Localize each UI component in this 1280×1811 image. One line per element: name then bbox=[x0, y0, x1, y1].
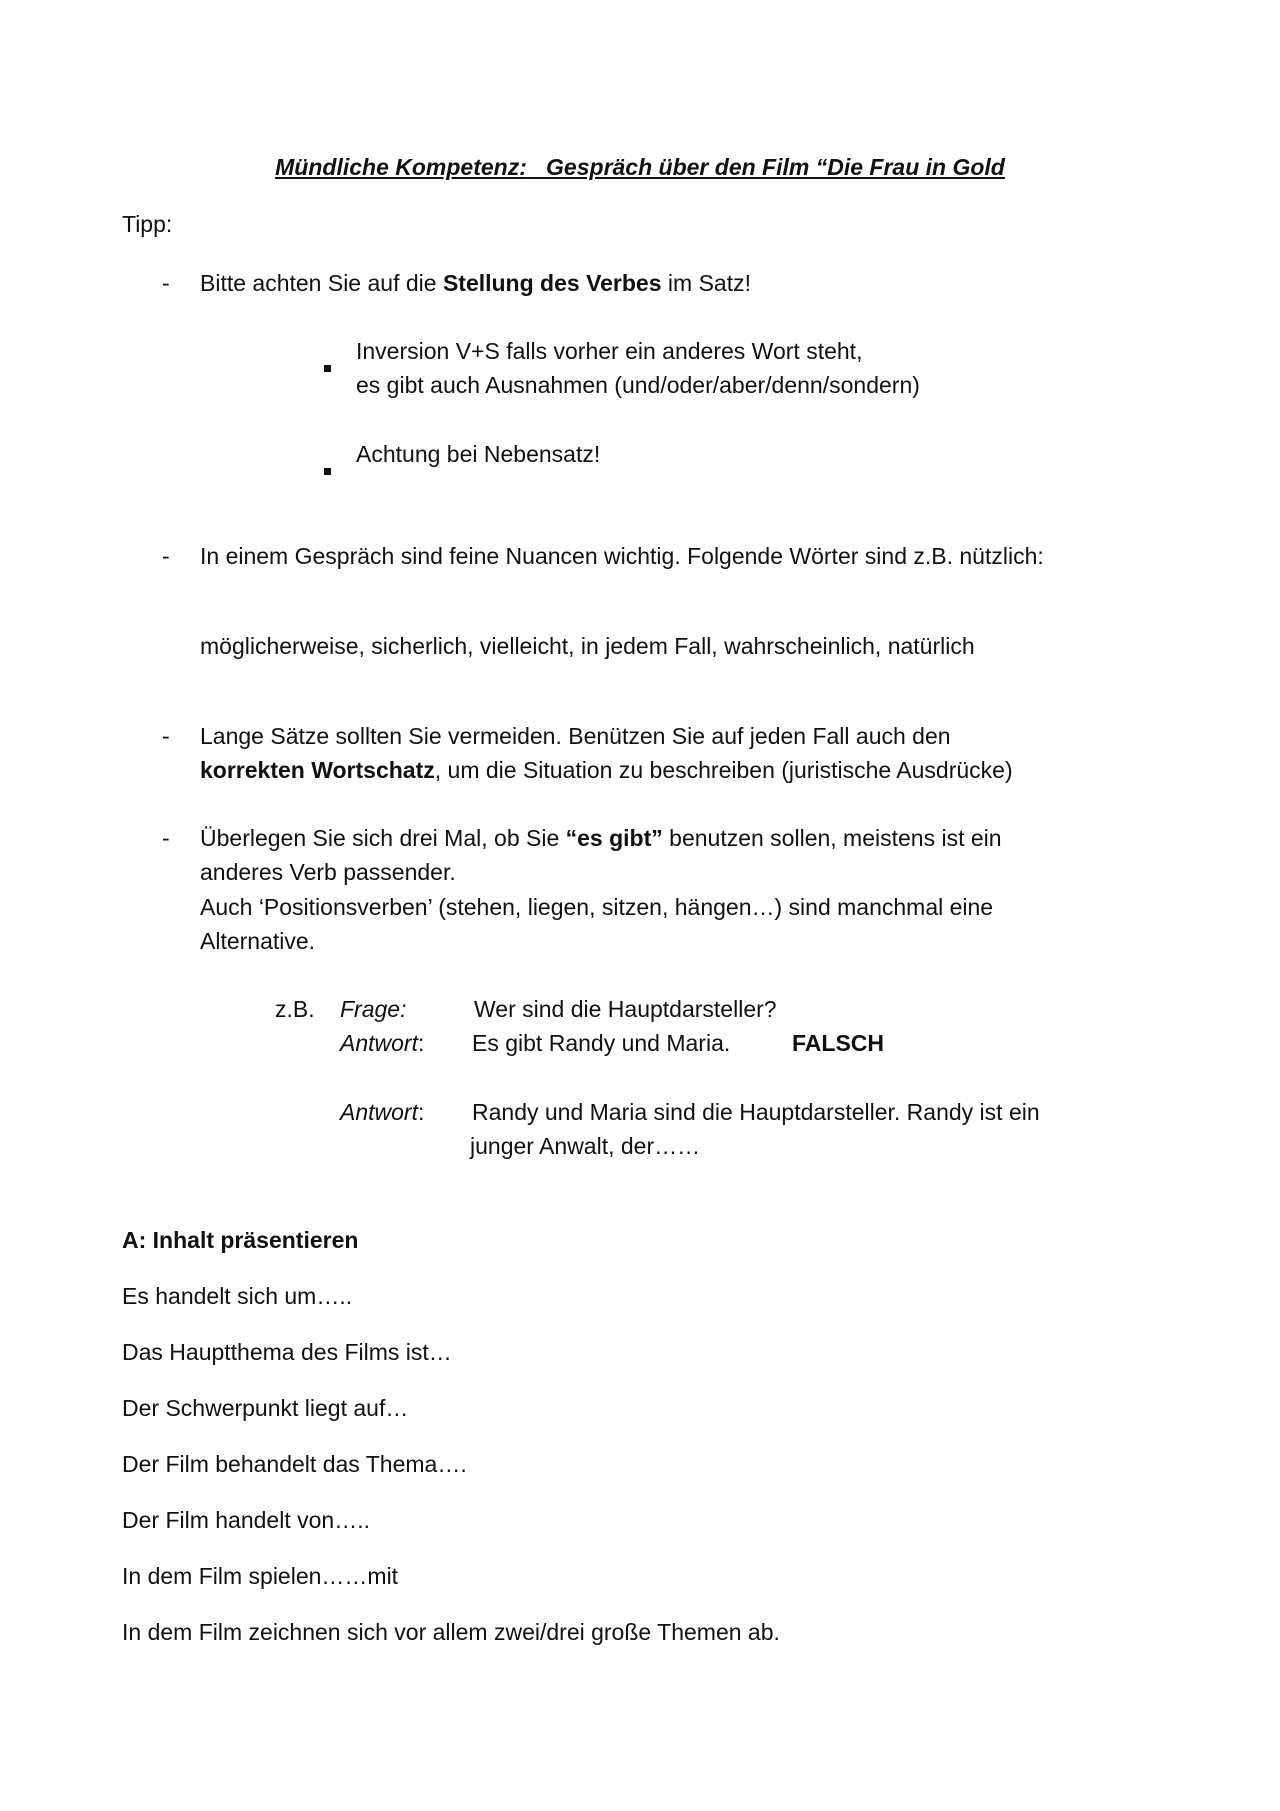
square-bullet-icon bbox=[324, 450, 331, 484]
phrase-item: Der Film handelt von….. bbox=[122, 1507, 370, 1533]
section-a-heading: A: Inhalt präsentieren bbox=[122, 1227, 359, 1253]
tip1-bold: Stellung des Verbes bbox=[442, 270, 662, 296]
tip3-dash: - bbox=[162, 723, 170, 749]
tip4-pre: Überlegen Sie sich drei Mal, ob Sie bbox=[200, 825, 566, 851]
phrase-item: Der Film behandelt das Thema…. bbox=[122, 1451, 467, 1477]
tip1-dash: - bbox=[162, 270, 170, 296]
phrase-item: Der Schwerpunkt liegt auf… bbox=[122, 1395, 409, 1421]
phrase-item: In dem Film zeichnen sich vor allem zwei/drei große Themen ab. bbox=[122, 1619, 780, 1645]
tip4-line1 bbox=[200, 821, 1002, 855]
tip2-words: möglicherweise, sicherlich, vielleicht, in jedem Fall, wahrscheinlich, natürlich bbox=[200, 633, 975, 659]
antwort2-label-text: Antwort bbox=[340, 1099, 418, 1125]
example-antwort1-label bbox=[340, 1026, 424, 1060]
tip3-line2-post: , um die Situation zu beschreiben (juristische Ausdrücke) bbox=[434, 757, 1013, 783]
phrase-item: Das Hauptthema des Films ist… bbox=[122, 1339, 452, 1365]
example-frage-label: Frage: bbox=[340, 996, 407, 1022]
tip4-line4: Alternative. bbox=[200, 928, 316, 954]
tip4-dash: - bbox=[162, 825, 170, 851]
tip1-sub2: Achtung bei Nebensatz! bbox=[356, 441, 601, 467]
tip1-sub1-line2: es gibt auch Ausnahmen (und/oder/aber/denn/sondern) bbox=[356, 372, 920, 398]
example-zb: z.B. bbox=[275, 996, 315, 1022]
tip4-post: benutzen sollen, meistens ist ein bbox=[662, 825, 1002, 851]
example-antwort2-line2: junger Anwalt, der…… bbox=[470, 1133, 701, 1159]
tip3-bold: korrekten Wortschatz bbox=[200, 757, 435, 783]
tip3-line2 bbox=[200, 753, 1013, 787]
tip4-line2: anderes Verb passender. bbox=[200, 859, 456, 885]
tip2-dash: - bbox=[162, 543, 170, 569]
phrase-item: In dem Film spielen……mit bbox=[122, 1563, 399, 1589]
example-antwort1-text: Es gibt Randy und Maria. bbox=[472, 1030, 731, 1056]
page-title bbox=[0, 150, 1280, 184]
example-antwort2-label bbox=[340, 1095, 424, 1129]
title-part-1: Mündliche Kompetenz: bbox=[275, 154, 527, 180]
phrase-item: Es handelt sich um….. bbox=[122, 1283, 353, 1309]
square-bullet-icon bbox=[324, 347, 331, 381]
example-frage-text: Wer sind die Hauptdarsteller? bbox=[474, 996, 777, 1022]
antwort1-colon: : bbox=[417, 1030, 425, 1056]
tip1-post: im Satz! bbox=[661, 270, 751, 296]
example-antwort2-line1: Randy und Maria sind die Hauptdarsteller. Randy ist ein bbox=[472, 1099, 1040, 1125]
antwort2-colon: : bbox=[417, 1099, 425, 1125]
tip2-text: In einem Gespräch sind feine Nuancen wichtig. Folgende Wörter sind z.B. nützlich: bbox=[200, 543, 1044, 569]
antwort1-label-text: Antwort bbox=[340, 1030, 418, 1056]
tip1-sub1-line1: Inversion V+S falls vorher ein anderes Wort steht, bbox=[356, 338, 863, 364]
tip3-line1: Lange Sätze sollten Sie vermeiden. Benützen Sie auf jeden Fall auch den bbox=[200, 723, 951, 749]
tip4-line3: Auch ‘Positionsverben’ (stehen, liegen, sitzen, hängen…) sind manchmal eine bbox=[200, 894, 994, 920]
tip4-bold: “es gibt” bbox=[565, 825, 663, 851]
tip1-text bbox=[200, 266, 751, 300]
title-part-2: Gespräch über den Film “Die Frau in Gold bbox=[546, 154, 1005, 180]
falsch-label: FALSCH bbox=[792, 1030, 884, 1056]
tip1-pre: Bitte achten Sie auf die bbox=[200, 270, 443, 296]
tipp-label: Tipp: bbox=[122, 211, 173, 237]
